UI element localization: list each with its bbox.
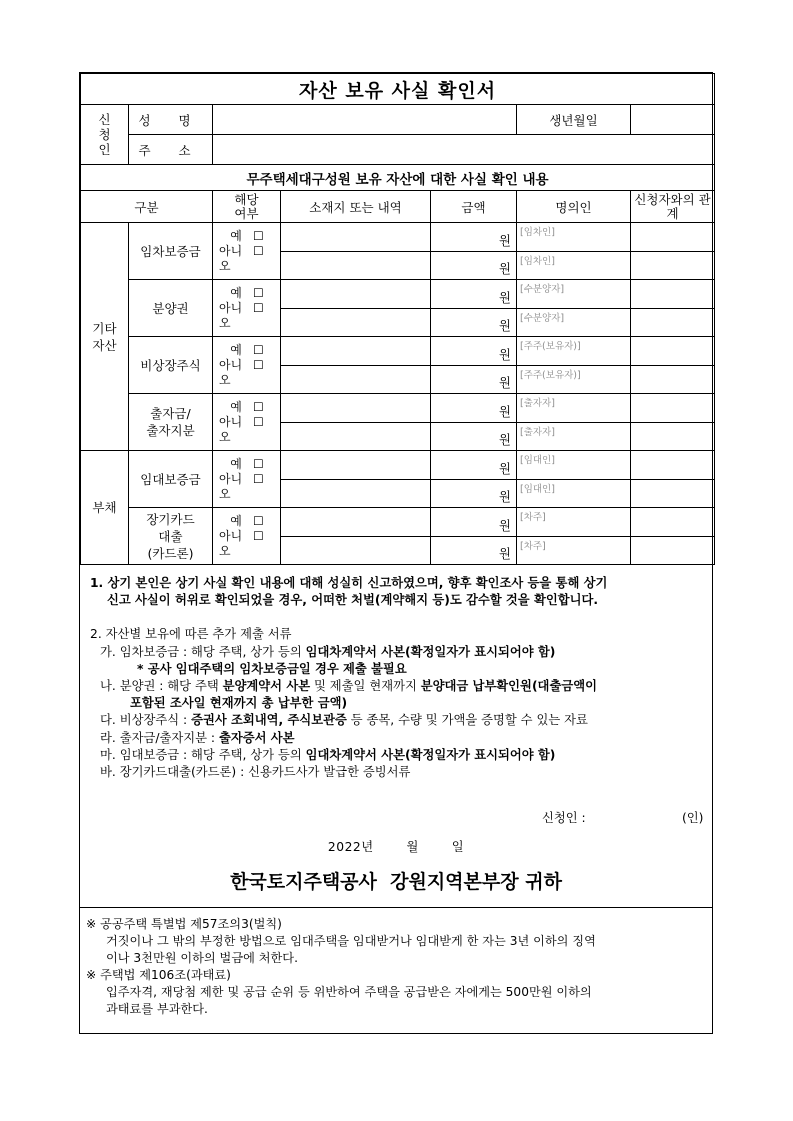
doc-da: 다. 비상장주식 : 증권사 조회내역, 주식보관증 등 종목, 수량 및 가액을 증명할 수 있는 자료 xyxy=(100,713,588,728)
header-owner: 명의인 xyxy=(517,191,631,223)
applicable-checkboxes xyxy=(213,451,281,508)
yes-checkbox[interactable]: ☐ xyxy=(253,228,264,243)
birth-field[interactable] xyxy=(631,105,715,135)
amount-field[interactable]: 원 xyxy=(431,308,517,337)
relation-field[interactable] xyxy=(631,251,715,280)
amount-field[interactable]: 원 xyxy=(431,365,517,394)
item-label: 출자금/ 출자지분 xyxy=(129,394,213,451)
address-label: 주 소 xyxy=(129,135,213,165)
no-checkbox[interactable]: ☐ xyxy=(253,528,264,543)
owner-field[interactable]: [임대인] xyxy=(517,479,631,508)
applicant-sign-label: 신청인 : xyxy=(542,811,586,826)
name-field[interactable] xyxy=(213,105,517,135)
date-month: 월 xyxy=(406,840,419,855)
owner-field[interactable]: [임대인] xyxy=(517,451,631,480)
no-checkbox[interactable]: ☐ xyxy=(253,414,264,429)
doc-ba: 바. 장기카드대출(카드론) : 신용카드사가 발급한 증빙서류 xyxy=(100,765,411,780)
item-label: 분양권 xyxy=(129,280,213,337)
relation-field[interactable] xyxy=(631,308,715,337)
yes-checkbox[interactable]: ☐ xyxy=(253,456,264,471)
asset-row xyxy=(81,451,715,480)
document-title: 자산 보유 사실 확인서 xyxy=(81,74,715,105)
location-field[interactable] xyxy=(281,536,431,565)
location-field[interactable] xyxy=(281,251,431,280)
date-year: 2022년 xyxy=(327,840,374,855)
applicable-checkboxes xyxy=(213,394,281,451)
relation-field[interactable] xyxy=(631,508,715,537)
asset-row xyxy=(81,508,715,537)
amount-field[interactable]: 원 xyxy=(431,422,517,451)
docs-heading: 2. 자산별 보유에 따른 추가 제출 서류 xyxy=(90,627,292,642)
relation-field[interactable] xyxy=(631,451,715,480)
seal-label: (인) xyxy=(682,811,704,826)
amount-field[interactable]: 원 xyxy=(431,223,517,252)
section-title: 무주택세대구성원 보유 자산에 대한 사실 확인 내용 xyxy=(81,165,715,191)
location-field[interactable] xyxy=(281,422,431,451)
amount-field[interactable]: 원 xyxy=(431,337,517,366)
no-label: 아니오 xyxy=(219,528,243,558)
location-field[interactable] xyxy=(281,308,431,337)
applicable-checkboxes xyxy=(213,223,281,280)
address-field[interactable] xyxy=(213,135,715,165)
yes-label: 예 xyxy=(230,342,242,357)
group-label: 기타 자산 xyxy=(81,223,129,451)
relation-field[interactable] xyxy=(631,337,715,366)
owner-field[interactable]: [출자자] xyxy=(517,394,631,423)
item-label: 임차보증금 xyxy=(129,223,213,280)
doc-ga: 가. 임차보증금 : 해당 주택, 상가 등의 임대차계약서 사본(확정일자가 표시되어야 함) xyxy=(100,644,556,659)
relation-field[interactable] xyxy=(631,223,715,252)
yes-label: 예 xyxy=(230,285,242,300)
owner-field[interactable]: [차주] xyxy=(517,536,631,565)
location-field[interactable] xyxy=(281,365,431,394)
owner-field[interactable]: [주주(보유자)] xyxy=(517,337,631,366)
relation-field[interactable] xyxy=(631,536,715,565)
amount-field[interactable]: 원 xyxy=(431,508,517,537)
amount-field[interactable]: 원 xyxy=(431,394,517,423)
asset-row xyxy=(81,223,715,252)
no-label: 아니오 xyxy=(219,471,243,501)
yes-label: 예 xyxy=(230,228,242,243)
applicant-label xyxy=(81,105,129,165)
owner-field[interactable]: [출자자] xyxy=(517,422,631,451)
asset-row xyxy=(81,337,715,366)
item-label: 비상장주식 xyxy=(129,337,213,394)
no-label: 아니오 xyxy=(219,357,243,387)
relation-field[interactable] xyxy=(631,394,715,423)
name-label: 성 명 xyxy=(129,105,213,135)
amount-field[interactable]: 원 xyxy=(431,280,517,309)
location-field[interactable] xyxy=(281,451,431,480)
declaration-line-1: 1. 상기 본인은 상기 사실 확인 내용에 대해 성실히 신고하였으며, 향후 확인조사 등을 통해 상기 xyxy=(90,576,608,590)
note-2-line-2: 과태료를 부과한다. xyxy=(106,1002,208,1016)
doc-ga-note: * 공사 임대주택의 임차보증금일 경우 제출 불필요 xyxy=(137,661,407,676)
note-1-line-1: 거짓이나 그 밖의 부정한 방법으로 임대주택을 임대받거나 임대받게 한 자는 3년 이하의 징역 xyxy=(106,934,596,948)
yes-checkbox[interactable]: ☐ xyxy=(253,513,264,528)
yes-label: 예 xyxy=(230,456,242,471)
no-checkbox[interactable]: ☐ xyxy=(253,300,264,315)
doc-ma: 마. 임대보증금 : 해당 주택, 상가 등의 임대차계약서 사본(확정일자가 표시되어야 함) xyxy=(100,747,556,762)
doc-na-cont: 포함된 조사일 현재까지 총 납부한 금액) xyxy=(130,696,348,711)
relation-field[interactable] xyxy=(631,280,715,309)
applicable-checkboxes xyxy=(213,337,281,394)
asset-row xyxy=(81,394,715,423)
applicable-checkboxes xyxy=(213,280,281,337)
location-field[interactable] xyxy=(281,337,431,366)
owner-field[interactable]: [임차인] xyxy=(517,251,631,280)
note-1-title: ※ 공공주택 특별법 제57조의3(벌칙) xyxy=(86,917,282,931)
birth-label: 생년월일 xyxy=(517,105,631,135)
no-label: 아니오 xyxy=(219,300,243,330)
header-category: 구분 xyxy=(81,191,213,223)
recipient: 한국토지주택공사 강원지역본부장 귀하 xyxy=(230,871,562,894)
no-label: 아니오 xyxy=(219,414,243,444)
declaration-line-2: 신고 사실이 허위로 확인되었을 경우, 어떠한 처벌(계약해지 등)도 감수할 것을 확인합니다. xyxy=(107,593,599,608)
relation-field[interactable] xyxy=(631,365,715,394)
location-field[interactable] xyxy=(281,280,431,309)
doc-ra: 라. 출자금/출자지분 : 출자증서 사본 xyxy=(100,730,295,745)
amount-field[interactable]: 원 xyxy=(431,536,517,565)
date-line xyxy=(90,839,702,856)
owner-field[interactable]: [수분양자] xyxy=(517,280,631,309)
notes-divider xyxy=(80,907,712,908)
item-label: 장기카드 대출 (카드론) xyxy=(129,508,213,565)
note-2-title: ※ 주택법 제106조(과태료) xyxy=(86,968,231,982)
note-2-line-1: 입주자격, 재당첨 제한 및 공급 순위 등 위반하여 주택을 공급받은 자에게는 500만원 이하의 xyxy=(106,985,592,999)
no-checkbox[interactable]: ☐ xyxy=(253,357,264,372)
applicant-label-text: 신청인 xyxy=(98,112,111,157)
relation-field[interactable] xyxy=(631,479,715,508)
amount-field[interactable]: 원 xyxy=(431,251,517,280)
header-amount: 금액 xyxy=(431,191,517,223)
yes-checkbox[interactable]: ☐ xyxy=(253,399,264,414)
relation-field[interactable] xyxy=(631,422,715,451)
signature-line xyxy=(90,810,702,830)
item-label: 임대보증금 xyxy=(129,451,213,508)
instructions xyxy=(80,565,712,892)
location-field[interactable] xyxy=(281,508,431,537)
document-frame xyxy=(79,72,713,1034)
owner-field[interactable]: [주주(보유자)] xyxy=(517,365,631,394)
yes-checkbox[interactable]: ☐ xyxy=(253,342,264,357)
no-checkbox[interactable]: ☐ xyxy=(253,243,264,258)
yes-label: 예 xyxy=(230,513,242,528)
owner-field[interactable]: [수분양자] xyxy=(517,308,631,337)
no-checkbox[interactable]: ☐ xyxy=(253,471,264,486)
location-field[interactable] xyxy=(281,223,431,252)
location-field[interactable] xyxy=(281,394,431,423)
amount-field[interactable]: 원 xyxy=(431,451,517,480)
yes-checkbox[interactable]: ☐ xyxy=(253,285,264,300)
header-applicable: 해당 여부 xyxy=(213,191,281,223)
doc-na: 나. 분양권 : 해당 주택 분양계약서 사본 및 제출일 현재까지 분양대금 납부확인원(대출금액이 xyxy=(100,679,597,694)
amount-field[interactable]: 원 xyxy=(431,479,517,508)
applicable-checkboxes xyxy=(213,508,281,565)
owner-field[interactable]: [임차인] xyxy=(517,223,631,252)
legal-notes xyxy=(86,916,706,1018)
header-relation: 신청자와의 관계 xyxy=(631,191,715,223)
no-label: 아니오 xyxy=(219,243,243,273)
asset-form-table xyxy=(80,73,715,565)
asset-row xyxy=(81,280,715,309)
note-1-line-2: 이나 3천만원 이하의 벌금에 처한다. xyxy=(106,951,298,965)
group-label: 부채 xyxy=(81,451,129,565)
header-location: 소재지 또는 내역 xyxy=(281,191,431,223)
location-field[interactable] xyxy=(281,479,431,508)
date-day: 일 xyxy=(451,840,465,855)
yes-label: 예 xyxy=(230,399,242,414)
owner-field[interactable]: [차주] xyxy=(517,508,631,537)
